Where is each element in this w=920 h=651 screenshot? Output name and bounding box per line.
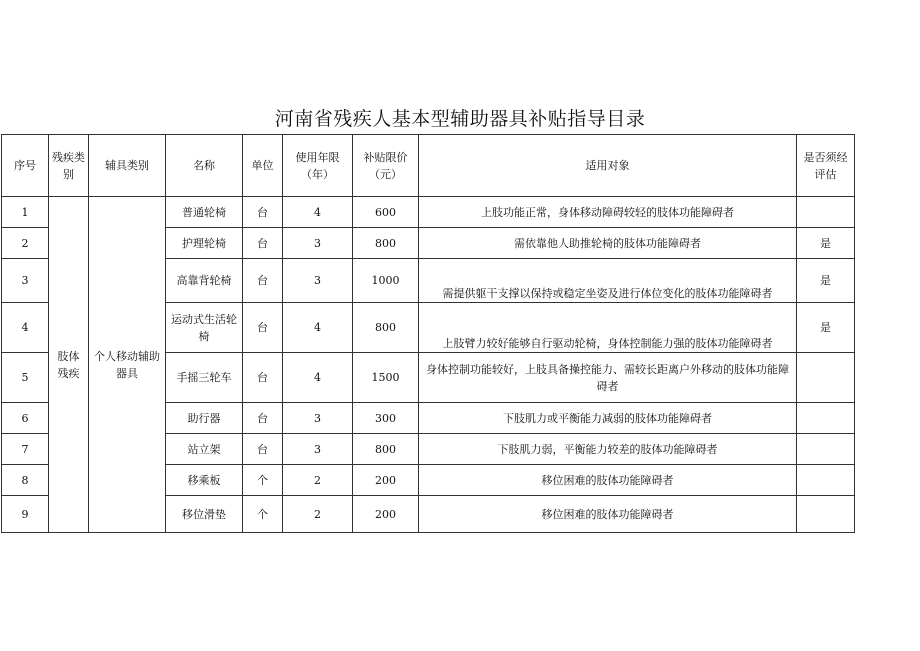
cell-target: 需提供躯干支撑以保持或稳定坐姿及进行体位变化的肢体功能障碍者 xyxy=(419,259,797,303)
header-unit: 单位 xyxy=(243,135,283,197)
cell-name: 运动式生活轮椅 xyxy=(166,303,243,353)
header-name: 名称 xyxy=(166,135,243,197)
cell-seq: 5 xyxy=(2,353,49,403)
header-device-category: 辅具类别 xyxy=(89,135,166,197)
cell-assess: 是 xyxy=(797,303,855,353)
cell-name: 护理轮椅 xyxy=(166,228,243,259)
cell-target: 移位困难的肢体功能障碍者 xyxy=(419,465,797,496)
cell-unit: 台 xyxy=(243,353,283,403)
cell-years: 4 xyxy=(283,197,353,228)
cell-years: 4 xyxy=(283,353,353,403)
cell-seq: 9 xyxy=(2,496,49,533)
cell-years: 3 xyxy=(283,434,353,465)
header-target: 适用对象 xyxy=(419,135,797,197)
cell-limit: 600 xyxy=(353,197,419,228)
cell-unit: 个 xyxy=(243,496,283,533)
header-row xyxy=(2,135,855,197)
cell-device-category: 个人移动辅助 器具 xyxy=(89,197,166,533)
cell-unit: 台 xyxy=(243,228,283,259)
cell-limit: 300 xyxy=(353,403,419,434)
cell-years: 2 xyxy=(283,496,353,533)
cell-assess xyxy=(797,434,855,465)
cell-unit: 台 xyxy=(243,259,283,303)
cell-unit: 台 xyxy=(243,403,283,434)
cell-target: 上肢臂力较好能够自行驱动轮椅，身体控制能力强的肢体功能障碍者 xyxy=(419,303,797,353)
cell-assess: 是 xyxy=(797,259,855,303)
cell-name: 移位滑垫 xyxy=(166,496,243,533)
cell-limit: 1000 xyxy=(353,259,419,303)
cell-years: 3 xyxy=(283,228,353,259)
cell-years: 4 xyxy=(283,303,353,353)
cell-seq: 1 xyxy=(2,197,49,228)
cell-years: 3 xyxy=(283,403,353,434)
cell-seq: 2 xyxy=(2,228,49,259)
cell-seq: 7 xyxy=(2,434,49,465)
cell-assess xyxy=(797,403,855,434)
table-row xyxy=(2,197,855,228)
page-title: 河南省残疾人基本型辅助器具补贴指导目录 xyxy=(274,108,646,130)
cell-name: 助行器 xyxy=(166,403,243,434)
cell-target: 身体控制功能较好，上肢具备操控能力、需较长距离户外移动的肢体功能障碍者 xyxy=(419,353,797,403)
header-assess: 是否须经 评估 xyxy=(797,135,855,197)
cell-unit: 台 xyxy=(243,434,283,465)
cell-years: 2 xyxy=(283,465,353,496)
cell-target: 上肢功能正常，身体移动障碍较轻的肢体功能障碍者 xyxy=(419,197,797,228)
cell-name: 手摇三轮车 xyxy=(166,353,243,403)
cell-unit: 台 xyxy=(243,197,283,228)
cell-limit: 800 xyxy=(353,434,419,465)
cell-name: 站立架 xyxy=(166,434,243,465)
cell-name: 移乘板 xyxy=(166,465,243,496)
cell-target: 下肢肌力弱，平衡能力较差的肢体功能障碍者 xyxy=(419,434,797,465)
cell-disability-type: 肢体 残疾 xyxy=(49,197,89,533)
cell-target: 需依靠他人助推轮椅的肢体功能障碍者 xyxy=(419,228,797,259)
cell-name: 高靠背轮椅 xyxy=(166,259,243,303)
cell-unit: 台 xyxy=(243,303,283,353)
subsidy-catalog-table xyxy=(1,134,855,533)
cell-unit: 个 xyxy=(243,465,283,496)
cell-seq: 6 xyxy=(2,403,49,434)
header-years: 使用年限 （年） xyxy=(283,135,353,197)
header-seq: 序号 xyxy=(2,135,49,197)
cell-limit: 200 xyxy=(353,496,419,533)
cell-seq: 3 xyxy=(2,259,49,303)
cell-assess xyxy=(797,353,855,403)
cell-limit: 1500 xyxy=(353,353,419,403)
cell-years: 3 xyxy=(283,259,353,303)
cell-seq: 8 xyxy=(2,465,49,496)
header-limit: 补贴限价 （元） xyxy=(353,135,419,197)
cell-target: 下肢肌力或平衡能力减弱的肢体功能障碍者 xyxy=(419,403,797,434)
cell-limit: 800 xyxy=(353,303,419,353)
cell-seq: 4 xyxy=(2,303,49,353)
cell-assess xyxy=(797,465,855,496)
cell-name: 普通轮椅 xyxy=(166,197,243,228)
cell-target: 移位困难的肢体功能障碍者 xyxy=(419,496,797,533)
cell-limit: 200 xyxy=(353,465,419,496)
cell-assess xyxy=(797,197,855,228)
header-disability-type: 残疾类 别 xyxy=(49,135,89,197)
cell-limit: 800 xyxy=(353,228,419,259)
cell-assess: 是 xyxy=(797,228,855,259)
cell-assess xyxy=(797,496,855,533)
